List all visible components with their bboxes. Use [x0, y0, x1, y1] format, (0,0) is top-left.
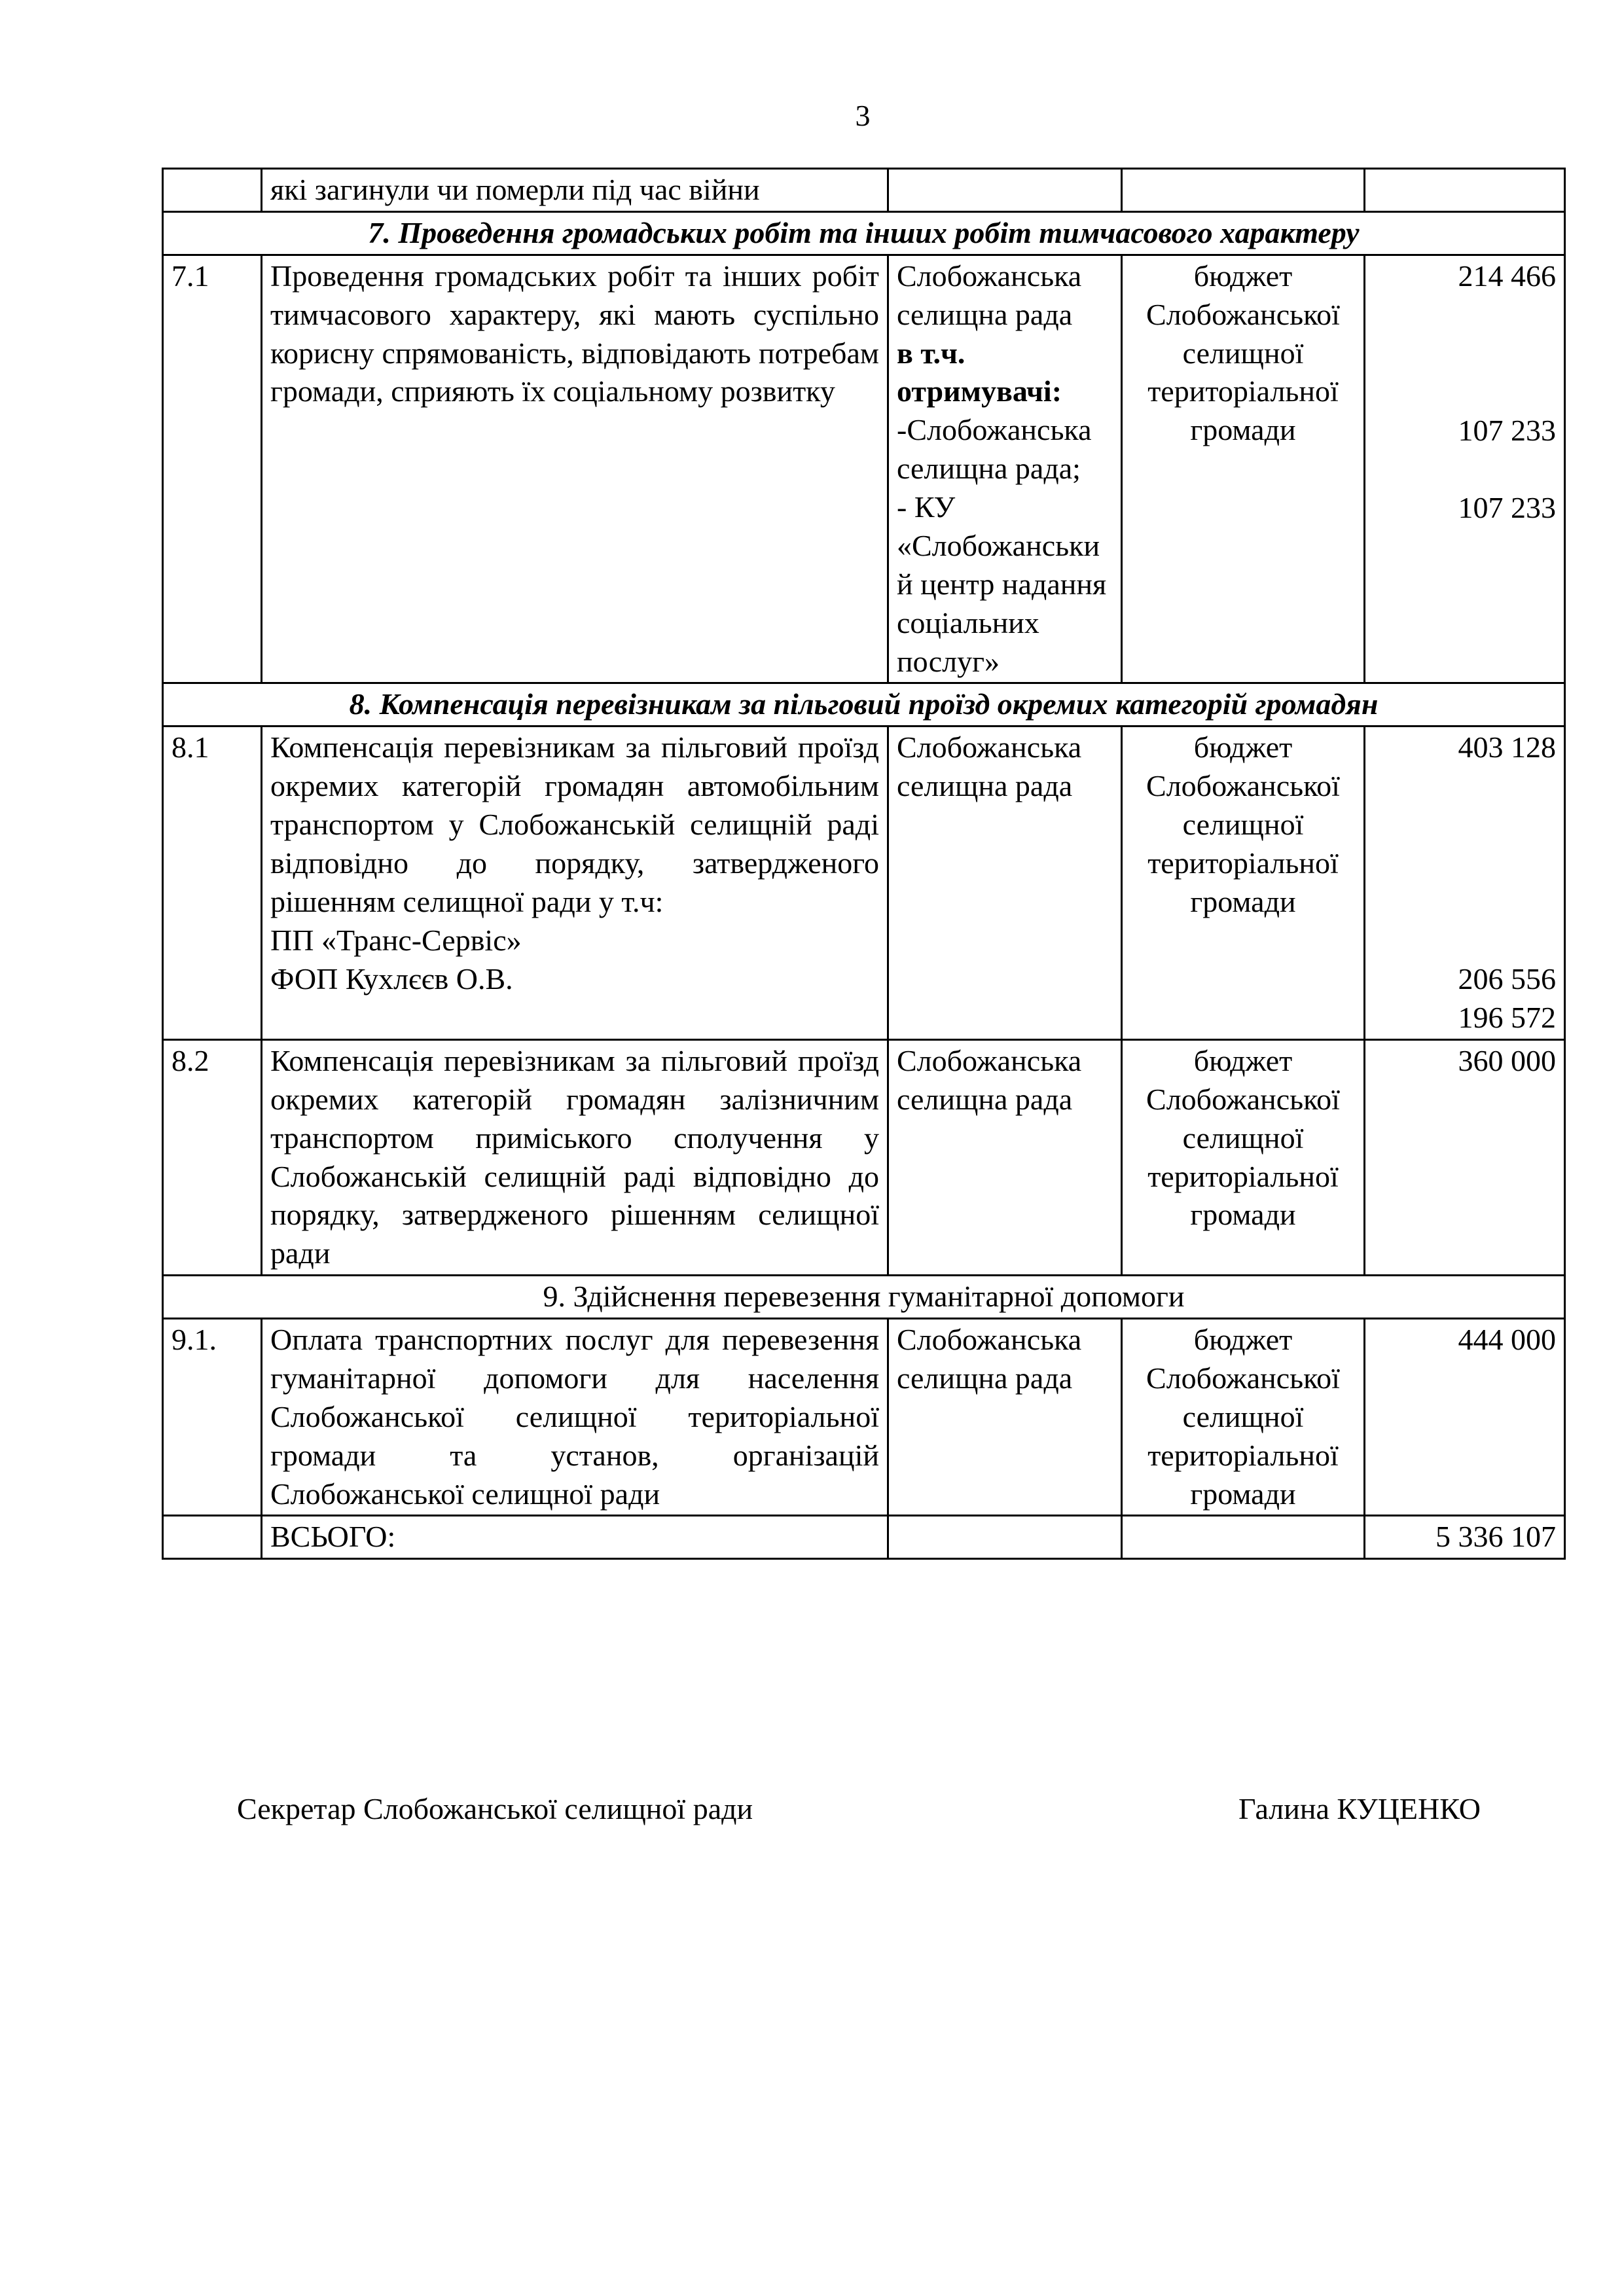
program-row-7-1	[163, 255, 1565, 683]
section-header-7-text: 7. Проведення громадських робіт та інших робіт тимчасового характеру	[163, 211, 1565, 255]
section-header-8	[163, 683, 1565, 726]
amount-value: 196 572	[1458, 1001, 1556, 1034]
description-cell: Оплата транспортних послуг для перевезення гуманітарної допомоги для населення Слобожанської селищної територіальної громади та установ, організацій Слобожанської селищної ради	[262, 1319, 888, 1516]
description-cell: Компенсація перевізникам за пільговий проїзд окремих категорій громадян залізничним транспортом приміського сполучення у Слобожанській селищній раді відповідно до порядку, затвердженого рішенням селищної ради	[262, 1039, 888, 1275]
amount-cell	[1365, 255, 1565, 683]
row-number-cell: 7.1	[163, 255, 262, 683]
row-number-cell: 9.1.	[163, 1319, 262, 1516]
total-amount: 5 336 107	[1365, 1516, 1565, 1559]
funding-source-cell	[1122, 169, 1365, 212]
row-number-cell	[163, 1516, 262, 1559]
amount-value: 214 466	[1458, 259, 1556, 293]
row-number-cell	[163, 169, 262, 212]
executor-cell: Слобожанська селищна рада	[888, 1039, 1122, 1275]
amount-value: 403 128	[1458, 730, 1556, 764]
total-label: ВСЬОГО:	[262, 1516, 888, 1559]
section-header-7	[163, 211, 1565, 255]
amount-cell	[1365, 169, 1565, 212]
description-cell	[262, 726, 888, 1040]
row-number-cell: 8.2	[163, 1039, 262, 1275]
program-row-8-1	[163, 726, 1565, 1040]
funding-source-cell: бюджет Слобожанської селищної територіальної громади	[1122, 1319, 1365, 1516]
executor-cell	[888, 255, 1122, 683]
executor-cell	[888, 1516, 1122, 1559]
executor-line: - КУ «Слобожанський центр надання соціальних послуг»	[897, 490, 1107, 678]
recipient-line: ПП «Транс-Сервіс»	[270, 923, 522, 957]
description-cell: які загинули чи померли під час війни	[262, 169, 888, 212]
amount-cell	[1365, 1039, 1565, 1275]
table-row-continuation	[163, 169, 1565, 212]
executor-cell	[888, 169, 1122, 212]
section-header-9-text: 9. Здійснення перевезення гуманітарної допомоги	[163, 1276, 1565, 1319]
amount-value: 444 000	[1458, 1323, 1556, 1356]
section-header-8-text: 8. Компенсація перевізникам за пільговий проїзд окремих категорій громадян	[163, 683, 1565, 726]
executor-cell: Слобожанська селищна рада	[888, 1319, 1122, 1516]
secretary-title: Секретар Слобожанської селищної ради	[237, 1792, 753, 1825]
funding-source-cell	[1122, 1516, 1365, 1559]
section-header-9	[163, 1276, 1565, 1319]
signature-block	[162, 1790, 1564, 1829]
total-row	[163, 1516, 1565, 1559]
page-number: 3	[855, 99, 871, 132]
description-text: Компенсація перевізникам за пільговий проїзд окремих категорій громадян автомобільним транспортом у Слобожанській селищній раді відповідно до порядку, затвердженого рішенням селищної ради у т.ч:	[270, 730, 879, 918]
amount-value: 206 556	[1458, 962, 1556, 996]
funding-source-cell: бюджет Слобожанської селищної територіальної громади	[1122, 1039, 1365, 1275]
executor-cell: Слобожанська селищна рада	[888, 726, 1122, 1040]
program-row-9-1	[163, 1319, 1565, 1516]
amount-value: 107 233	[1458, 490, 1556, 524]
amount-value: 107 233	[1458, 413, 1556, 447]
row-number-cell: 8.1	[163, 726, 262, 1040]
recipient-line: ФОП Кухлєєв О.В.	[270, 961, 513, 996]
amount-cell	[1365, 1319, 1565, 1516]
funding-source-cell: бюджет Слобожанської селищної територіальної громади	[1122, 255, 1365, 683]
funding-source-cell: бюджет Слобожанської селищної територіальної громади	[1122, 726, 1365, 1040]
description-cell: Проведення громадських робіт та інших робіт тимчасового характеру, які мають суспільно корисну спрямованість, відповідають потребам громади, сприяють їх соціальному розвитку	[262, 255, 888, 683]
amount-cell	[1365, 726, 1565, 1040]
executor-line: -Слобожанська селищна рада;	[897, 413, 1092, 486]
amount-value: 360 000	[1458, 1043, 1556, 1077]
executor-line: в т.ч. отримувачі:	[897, 336, 1062, 408]
secretary-name: Галина КУЦЕНКО	[1238, 1792, 1481, 1825]
budget-programs-table	[162, 168, 1566, 1560]
program-row-8-2	[163, 1039, 1565, 1275]
executor-line: Слобожанська селищна рада	[897, 259, 1082, 331]
